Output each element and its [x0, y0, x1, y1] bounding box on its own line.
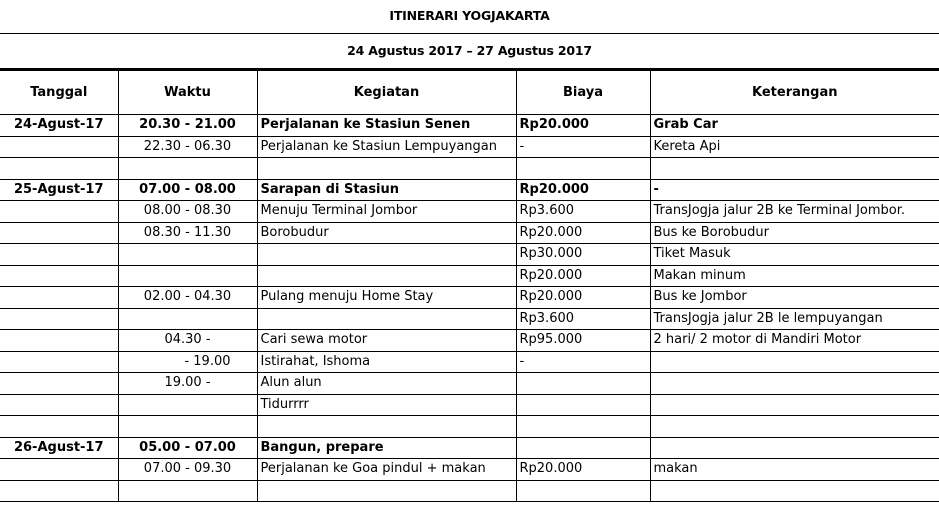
table-row [0, 351, 939, 373]
cell-biaya[interactable]: - [516, 136, 650, 158]
cell-waktu[interactable] [118, 416, 257, 438]
cell-keterangan[interactable] [650, 394, 939, 416]
cell-kegiatan[interactable]: Sarapan di Stasiun [257, 179, 516, 201]
cell-biaya[interactable] [516, 437, 650, 459]
cell-waktu[interactable]: 08.30 - 11.30 [118, 222, 257, 244]
table-row [0, 136, 939, 158]
cell-tanggal[interactable] [0, 244, 118, 266]
cell-kegiatan[interactable]: Menuju Terminal Jombor [257, 201, 516, 223]
cell-biaya[interactable]: Rp20.000 [516, 222, 650, 244]
cell-kegiatan[interactable]: Tidurrrr [257, 394, 516, 416]
cell-kegiatan[interactable]: Cari sewa motor [257, 330, 516, 352]
cell-waktu[interactable] [118, 308, 257, 330]
header-biaya[interactable]: Biaya [516, 70, 650, 115]
cell-kegiatan[interactable]: Pulang menuju Home Stay [257, 287, 516, 309]
cell-biaya[interactable]: Rp20.000 [516, 287, 650, 309]
cell-waktu[interactable]: 07.00 - 08.00 [118, 179, 257, 201]
cell-keterangan[interactable] [650, 158, 939, 180]
cell-waktu[interactable]: 07.00 - 09.30 [118, 459, 257, 481]
table-row [0, 265, 939, 287]
cell-tanggal[interactable] [0, 480, 118, 502]
cell-biaya[interactable]: Rp95.000 [516, 330, 650, 352]
itinerary-table [0, 68, 939, 502]
cell-keterangan[interactable]: Kereta Api [650, 136, 939, 158]
cell-keterangan[interactable] [650, 351, 939, 373]
cell-kegiatan[interactable]: Perjalanan ke Goa pindul + makan [257, 459, 516, 481]
table-row [0, 373, 939, 395]
cell-biaya[interactable]: Rp20.000 [516, 459, 650, 481]
cell-tanggal[interactable] [0, 394, 118, 416]
cell-biaya[interactable] [516, 416, 650, 438]
cell-tanggal[interactable]: 26-Agust-17 [0, 437, 118, 459]
header-waktu[interactable]: Waktu [118, 70, 257, 115]
cell-kegiatan[interactable] [257, 480, 516, 502]
cell-waktu[interactable]: 20.30 - 21.00 [118, 115, 257, 137]
table-row [0, 244, 939, 266]
cell-waktu[interactable] [118, 265, 257, 287]
cell-biaya[interactable]: Rp30.000 [516, 244, 650, 266]
cell-tanggal[interactable] [0, 201, 118, 223]
cell-kegiatan[interactable] [257, 308, 516, 330]
cell-kegiatan[interactable]: Istirahat, Ishoma [257, 351, 516, 373]
table-row [0, 394, 939, 416]
table-row [0, 437, 939, 459]
cell-biaya[interactable]: - [516, 351, 650, 373]
cell-keterangan[interactable]: Bus ke Borobudur [650, 222, 939, 244]
cell-kegiatan[interactable] [257, 416, 516, 438]
cell-waktu[interactable]: 22.30 - 06.30 [118, 136, 257, 158]
cell-tanggal[interactable] [0, 351, 118, 373]
cell-tanggal[interactable] [0, 265, 118, 287]
cell-tanggal[interactable] [0, 459, 118, 481]
cell-tanggal[interactable]: 24-Agust-17 [0, 115, 118, 137]
cell-biaya[interactable]: Rp3.600 [516, 201, 650, 223]
cell-biaya[interactable] [516, 373, 650, 395]
table-row [0, 201, 939, 223]
cell-waktu[interactable] [118, 394, 257, 416]
table-row [0, 287, 939, 309]
table-row [0, 416, 939, 438]
cell-keterangan[interactable]: TransJogja jalur 2B le lempuyangan [650, 308, 939, 330]
date-range: 24 Agustus 2017 – 27 Agustus 2017 [0, 33, 939, 69]
cell-waktu[interactable] [118, 244, 257, 266]
cell-kegiatan[interactable] [257, 244, 516, 266]
cell-kegiatan[interactable]: Perjalanan ke Stasiun Senen [257, 115, 516, 137]
table-row [0, 308, 939, 330]
cell-kegiatan[interactable]: Alun alun [257, 373, 516, 395]
cell-tanggal[interactable] [0, 308, 118, 330]
cell-biaya[interactable]: Rp3.600 [516, 308, 650, 330]
cell-tanggal[interactable] [0, 373, 118, 395]
cell-biaya[interactable] [516, 394, 650, 416]
cell-tanggal[interactable] [0, 416, 118, 438]
cell-tanggal[interactable] [0, 158, 118, 180]
header-row [0, 70, 939, 115]
document-title: ITINERARI YOGJAKARTA [389, 8, 550, 23]
cell-keterangan[interactable]: TransJogja jalur 2B ke Terminal Jombor. [650, 201, 939, 223]
cell-waktu[interactable]: - 19.00 [118, 351, 257, 373]
cell-biaya[interactable]: Rp20.000 [516, 179, 650, 201]
cell-keterangan[interactable] [650, 437, 939, 459]
cell-waktu[interactable] [118, 480, 257, 502]
header-tanggal[interactable]: Tanggal [0, 70, 118, 115]
cell-keterangan[interactable] [650, 480, 939, 502]
table-row [0, 158, 939, 180]
table-row [0, 459, 939, 481]
cell-biaya[interactable]: Rp20.000 [516, 265, 650, 287]
cell-keterangan[interactable]: Bus ke Jombor [650, 287, 939, 309]
cell-keterangan[interactable]: Tiket Masuk [650, 244, 939, 266]
table-row [0, 115, 939, 137]
cell-waktu[interactable]: 08.00 - 08.30 [118, 201, 257, 223]
cell-kegiatan[interactable] [257, 158, 516, 180]
cell-waktu[interactable]: 19.00 - [118, 373, 257, 395]
table-row [0, 330, 939, 352]
table-row [0, 179, 939, 201]
cell-keterangan[interactable]: - [650, 179, 939, 201]
cell-biaya[interactable]: Rp20.000 [516, 115, 650, 137]
cell-waktu[interactable] [118, 158, 257, 180]
cell-tanggal[interactable] [0, 222, 118, 244]
cell-tanggal[interactable] [0, 330, 118, 352]
cell-keterangan[interactable]: 2 hari/ 2 motor di Mandiri Motor [650, 330, 939, 352]
cell-keterangan[interactable] [650, 416, 939, 438]
cell-kegiatan[interactable] [257, 265, 516, 287]
table-row [0, 222, 939, 244]
cell-kegiatan[interactable]: Perjalanan ke Stasiun Lempuyangan [257, 136, 516, 158]
cell-waktu[interactable]: 02.00 - 04.30 [118, 287, 257, 309]
cell-tanggal[interactable]: 25-Agust-17 [0, 179, 118, 201]
cell-biaya[interactable] [516, 480, 650, 502]
cell-tanggal[interactable] [0, 287, 118, 309]
header-keterangan[interactable]: Keterangan [650, 70, 939, 115]
cell-biaya[interactable] [516, 158, 650, 180]
cell-keterangan[interactable]: Grab Car [650, 115, 939, 137]
cell-keterangan[interactable]: makan [650, 459, 939, 481]
cell-kegiatan[interactable]: Bangun, prepare [257, 437, 516, 459]
header-kegiatan[interactable]: Kegiatan [257, 70, 516, 115]
cell-waktu[interactable]: 05.00 - 07.00 [118, 437, 257, 459]
cell-kegiatan[interactable]: Borobudur [257, 222, 516, 244]
table-row [0, 480, 939, 502]
cell-keterangan[interactable]: Makan minum [650, 265, 939, 287]
cell-keterangan[interactable] [650, 373, 939, 395]
cell-tanggal[interactable] [0, 136, 118, 158]
cell-waktu[interactable]: 04.30 - [118, 330, 257, 352]
